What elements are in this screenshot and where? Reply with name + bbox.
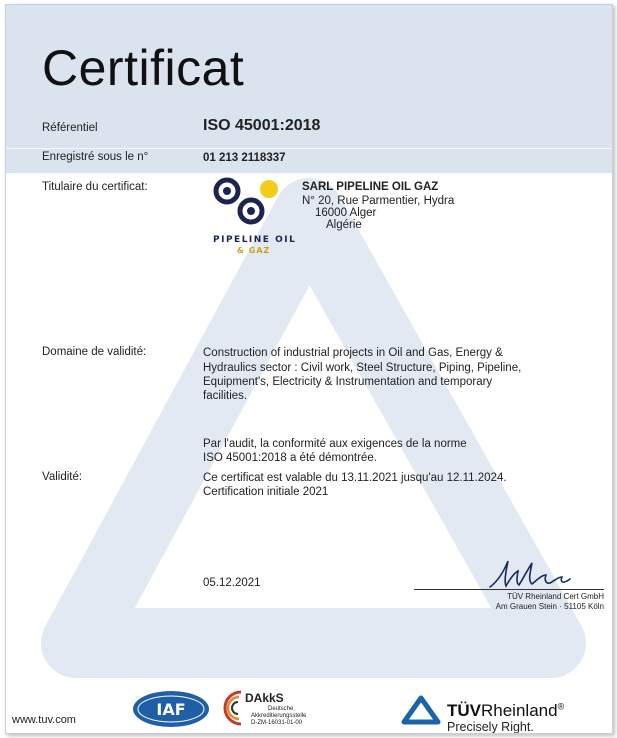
- scope-label: Domaine de validité:: [42, 346, 147, 358]
- holder-name: SARL PIPELINE OIL GAZ: [302, 181, 439, 193]
- iaf-logo: [131, 689, 211, 729]
- certificate-page: [5, 4, 613, 734]
- audit-line-1: Par l'audit, la conformité aux exigences de la norme: [203, 438, 467, 450]
- svg-text:IAF: IAF: [156, 700, 186, 719]
- issue-date: 05.12.2021: [203, 577, 261, 589]
- logo-text-line2: & GAZ: [237, 246, 271, 255]
- page-title: Certificat: [42, 40, 245, 96]
- holder-address-1: N° 20, Rue Parmentier, Hydra: [302, 195, 455, 207]
- issuer-name: TÜV Rheinland Cert GmbH: [507, 592, 604, 601]
- tuv-brand-bold: TÜV: [447, 701, 481, 720]
- tuv-slogan: Precisely Right.: [447, 720, 534, 734]
- validity-line-2: Certification initiale 2021: [203, 486, 329, 498]
- issuer-address: Am Grauen Stein · 51105 Köln: [495, 602, 604, 611]
- registration-value: 01 213 2118337: [203, 152, 286, 164]
- referentiel-value: ISO 45001:2018: [203, 117, 321, 134]
- pipeline-oil-gaz-logo: [211, 176, 296, 258]
- registration-label: Enregistré sous le n°: [42, 151, 149, 163]
- website-link[interactable]: www.tuv.com: [12, 714, 76, 726]
- dakks-line-1: Deutsche: [268, 706, 294, 712]
- header-divider: [6, 148, 612, 149]
- audit-line-2: ISO 45001:2018 a été démontrée.: [203, 452, 377, 464]
- scope-line-3: Equipment's, Electricity & Instrumentation and temporary: [203, 376, 493, 388]
- tuv-brand-rest: Rheinland: [481, 701, 558, 720]
- certificate-header: [6, 5, 612, 173]
- dakks-name: DAkkS: [245, 691, 284, 705]
- holder-label: Titulaire du certificat:: [42, 181, 148, 193]
- signature-line: [414, 589, 604, 590]
- scope-line-2: Hydraulics sector : Civil work, Steel Structure, Piping, Pipeline,: [203, 362, 522, 374]
- referentiel-label: Référentiel: [42, 122, 98, 134]
- logo-text-line1: PIPELINE OIL: [213, 235, 296, 245]
- scope-line-4: facilities.: [203, 390, 248, 402]
- holder-address-3: Algérie: [326, 219, 362, 231]
- tuv-registered: ®: [557, 701, 565, 712]
- certificate-footer: [6, 683, 612, 733]
- tuv-brand: [447, 701, 564, 721]
- dakks-line-3: D-ZM-16031-01-00: [251, 720, 303, 726]
- scope-line-1: Construction of industrial projects in Oil and Gas, Energy &: [203, 347, 503, 359]
- validity-line-1: Ce certificat est valable du 13.11.2021 jusqu'au 12.11.2024.: [203, 472, 507, 484]
- dakks-line-2: Akkreditierungsstelle: [251, 713, 307, 719]
- holder-address-2: 16000 Alger: [315, 207, 377, 219]
- tuv-triangle-icon: [401, 695, 441, 725]
- signature-icon: [484, 555, 576, 591]
- validity-label: Validité:: [42, 471, 83, 483]
